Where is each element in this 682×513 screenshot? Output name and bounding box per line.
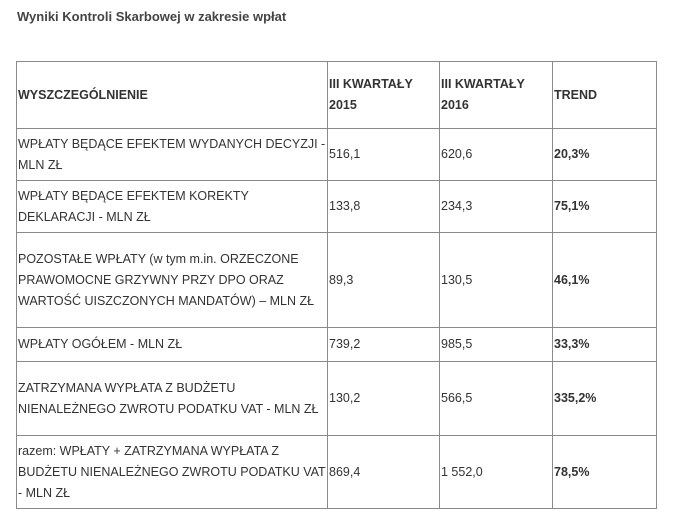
table-row (17, 129, 657, 181)
row-value-2016: 1 552,0 (440, 436, 553, 509)
row-value-2015: 133,8 (328, 181, 440, 233)
header-description: WYSZCZEGÓLNIENIE (17, 62, 328, 129)
row-value-2016: 130,5 (440, 233, 553, 328)
table-row (17, 233, 657, 328)
row-value-2016: 620,6 (440, 129, 553, 181)
row-value-2015: 516,1 (328, 129, 440, 181)
table-row (17, 328, 657, 362)
table-header-row (17, 62, 657, 129)
row-value-2015: 739,2 (328, 328, 440, 362)
row-trend: 335,2% (553, 362, 657, 436)
page-title: Wyniki Kontroli Skarbowej w zakresie wpłat (17, 9, 287, 24)
row-value-2016: 985,5 (440, 328, 553, 362)
row-trend: 46,1% (553, 233, 657, 328)
row-trend: 78,5% (553, 436, 657, 509)
row-value-2015: 869,4 (328, 436, 440, 509)
row-value-2016: 234,3 (440, 181, 553, 233)
header-2016: III KWARTAŁY 2016 (440, 62, 553, 129)
table-row (17, 436, 657, 509)
row-trend: 20,3% (553, 129, 657, 181)
row-description: WPŁATY BĘDĄCE EFEKTEM WYDANYCH DECYZJI - MLN ZŁ (17, 129, 328, 181)
row-value-2016: 566,5 (440, 362, 553, 436)
row-description: razem: WPŁATY + ZATRZYMANA WYPŁATA Z BUDŻETU NIENALEŻNEGO ZWROTU PODATKU VAT - MLN ZŁ (17, 436, 328, 509)
table-row (17, 362, 657, 436)
row-description: ZATRZYMANA WYPŁATA Z BUDŻETU NIENALEŻNEGO ZWROTU PODATKU VAT - MLN ZŁ (17, 362, 328, 436)
results-table (16, 61, 657, 509)
row-description: WPŁATY OGÓŁEM - MLN ZŁ (17, 328, 328, 362)
row-trend: 75,1% (553, 181, 657, 233)
row-value-2015: 130,2 (328, 362, 440, 436)
row-trend: 33,3% (553, 328, 657, 362)
table-row (17, 181, 657, 233)
header-trend: TREND (553, 62, 657, 129)
header-2015: III KWARTAŁY 2015 (328, 62, 440, 129)
row-description: WPŁATY BĘDĄCE EFEKTEM KOREKTY DEKLARACJI - MLN ZŁ (17, 181, 328, 233)
row-value-2015: 89,3 (328, 233, 440, 328)
row-description: POZOSTAŁE WPŁATY (w tym m.in. ORZECZONE PRAWOMOCNE GRZYWNY PRZY DPO ORAZ WARTOŚĆ UISZCZONYCH MANDATÓW) – MLN ZŁ (17, 233, 328, 328)
